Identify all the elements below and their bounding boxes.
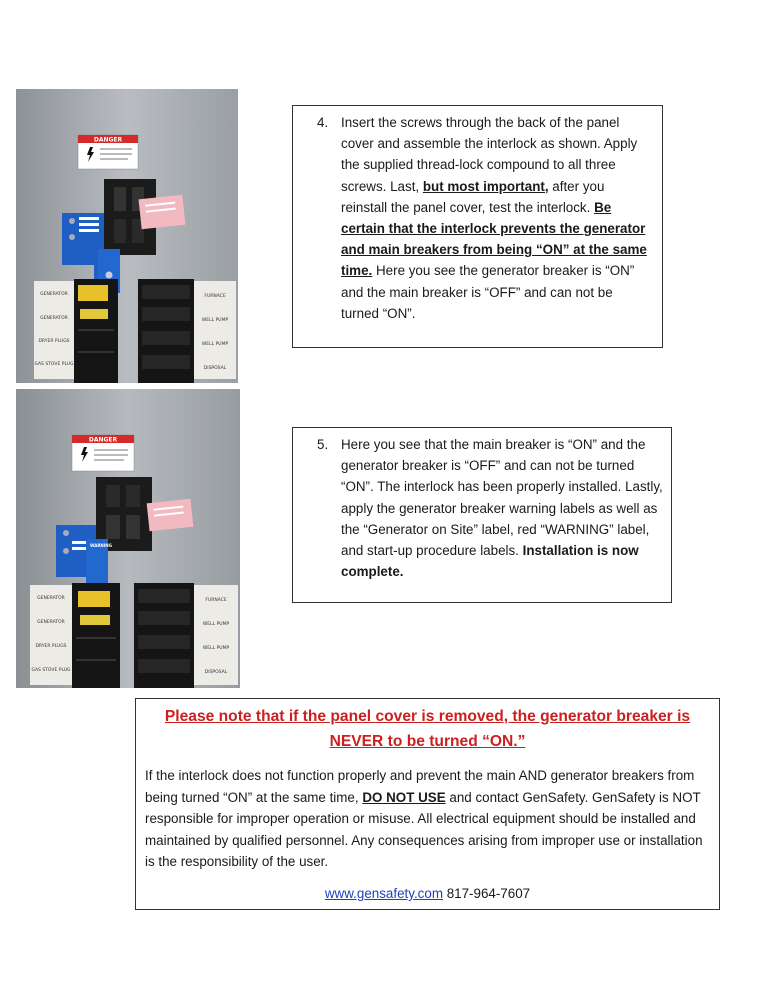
label-dryer: DRYER PLUGS: [38, 339, 70, 344]
label-generator-2: GENERATOR: [40, 316, 68, 321]
step-4-text-part2: after you reinstall the panel cover, test the interlock.: [341, 178, 605, 215]
label-furnace: FURNACE: [204, 294, 226, 299]
label-well-pump-2: WELL PUMP: [201, 342, 229, 347]
label-well-pump-1: WELL PUMP: [202, 622, 230, 627]
warning-label: WARNING: [90, 543, 112, 548]
step-5-emphasis-complete: Installation is now complete.: [341, 543, 639, 580]
label-generator-1: GENERATOR: [40, 292, 68, 297]
step-4-text-part1: Insert the screws through the back of the panel cover and assemble the interlock as shown. Apply the supplied thread-lock compound to all three screws. Last,: [341, 115, 638, 194]
phone-number: 817-964-7607: [442, 886, 531, 901]
notice-body-part1: If the interlock does not function properly and prevent the main AND generator breakers from being turned “ON” at the same time,: [145, 768, 695, 805]
label-well-pump-2: WELL PUMP: [202, 646, 230, 651]
label-gas-stove: GAS STOVE PLUG: [34, 362, 74, 367]
step-4-emphasis-certain: Be certain that the interlock prevents the generator and main breakers from being “ON” at the same time.: [341, 199, 647, 279]
step-4-box: [292, 105, 663, 348]
right-breaker-column: [134, 583, 238, 688]
danger-label: DANGER: [88, 436, 118, 444]
notice-contact: [136, 884, 719, 904]
notice-do-not-use: DO NOT USE: [362, 789, 446, 805]
photo-interlock-main-on: [16, 389, 240, 688]
step-4-emphasis-important: but most important,: [422, 178, 549, 194]
label-generator-1: GENERATOR: [37, 596, 65, 601]
label-generator-2: GENERATOR: [37, 620, 65, 625]
notice-body: [145, 765, 709, 873]
warning-sticker-pink: [139, 195, 186, 229]
step-5-number: 5.: [317, 437, 329, 452]
step-4-number: 4.: [317, 115, 329, 130]
notice-title-line-1: Please note that if the panel cover is removed, the generator breaker is: [164, 708, 691, 725]
label-disposal: DISPOSAL: [203, 366, 227, 371]
step-5-text-part1: Here you see that the main breaker is “ON” and the generator breaker is “OFF” and can not be turned “ON”. The interlock has been properly installed. Lastly, apply the generator breaker warning labels as well as the “Generator on Site” label, red “WARNING” label, and start-up procedure labels.: [341, 437, 663, 559]
label-gas-stove: GAS STOVE PLUG: [31, 668, 71, 673]
left-breaker-column: [34, 279, 118, 383]
label-dryer: DRYER PLUGS: [35, 644, 67, 649]
danger-sticker: [78, 135, 138, 169]
gensafety-website-link[interactable]: www.gensafety.com: [324, 886, 443, 901]
panel-photo-1-svg: [16, 89, 238, 383]
warning-sticker-pink: [147, 499, 194, 531]
safety-notice-box: [135, 698, 720, 910]
panel-photo-2-svg: [16, 389, 240, 688]
notice-title: [136, 704, 719, 754]
step-5-text: [317, 434, 663, 582]
danger-label: DANGER: [93, 136, 123, 144]
danger-sticker: [72, 435, 134, 471]
left-breaker-column: [30, 583, 120, 688]
step-4-text: [317, 112, 654, 324]
step-5-box: [292, 427, 672, 603]
notice-body-part2: and contact GenSafety. GenSafety is NOT responsible for improper operation or misuse. All electrical equipment should be installed and maintained by qualified personnel. Any consequences arising from improper use or installation is the responsibility of the user.: [145, 789, 703, 870]
label-furnace: FURNACE: [205, 598, 227, 603]
step-4-text-part3: Here you see the generator breaker is “ON” and the main breaker is “OFF” and can not be turned “ON”.: [341, 263, 635, 321]
notice-title-line-2: NEVER to be turned “ON.”: [329, 733, 526, 750]
label-well-pump-1: WELL PUMP: [201, 318, 229, 323]
photo-interlock-generator-on: [16, 89, 238, 383]
label-disposal: DISPOSAL: [204, 670, 228, 675]
right-breaker-column: [138, 279, 236, 383]
